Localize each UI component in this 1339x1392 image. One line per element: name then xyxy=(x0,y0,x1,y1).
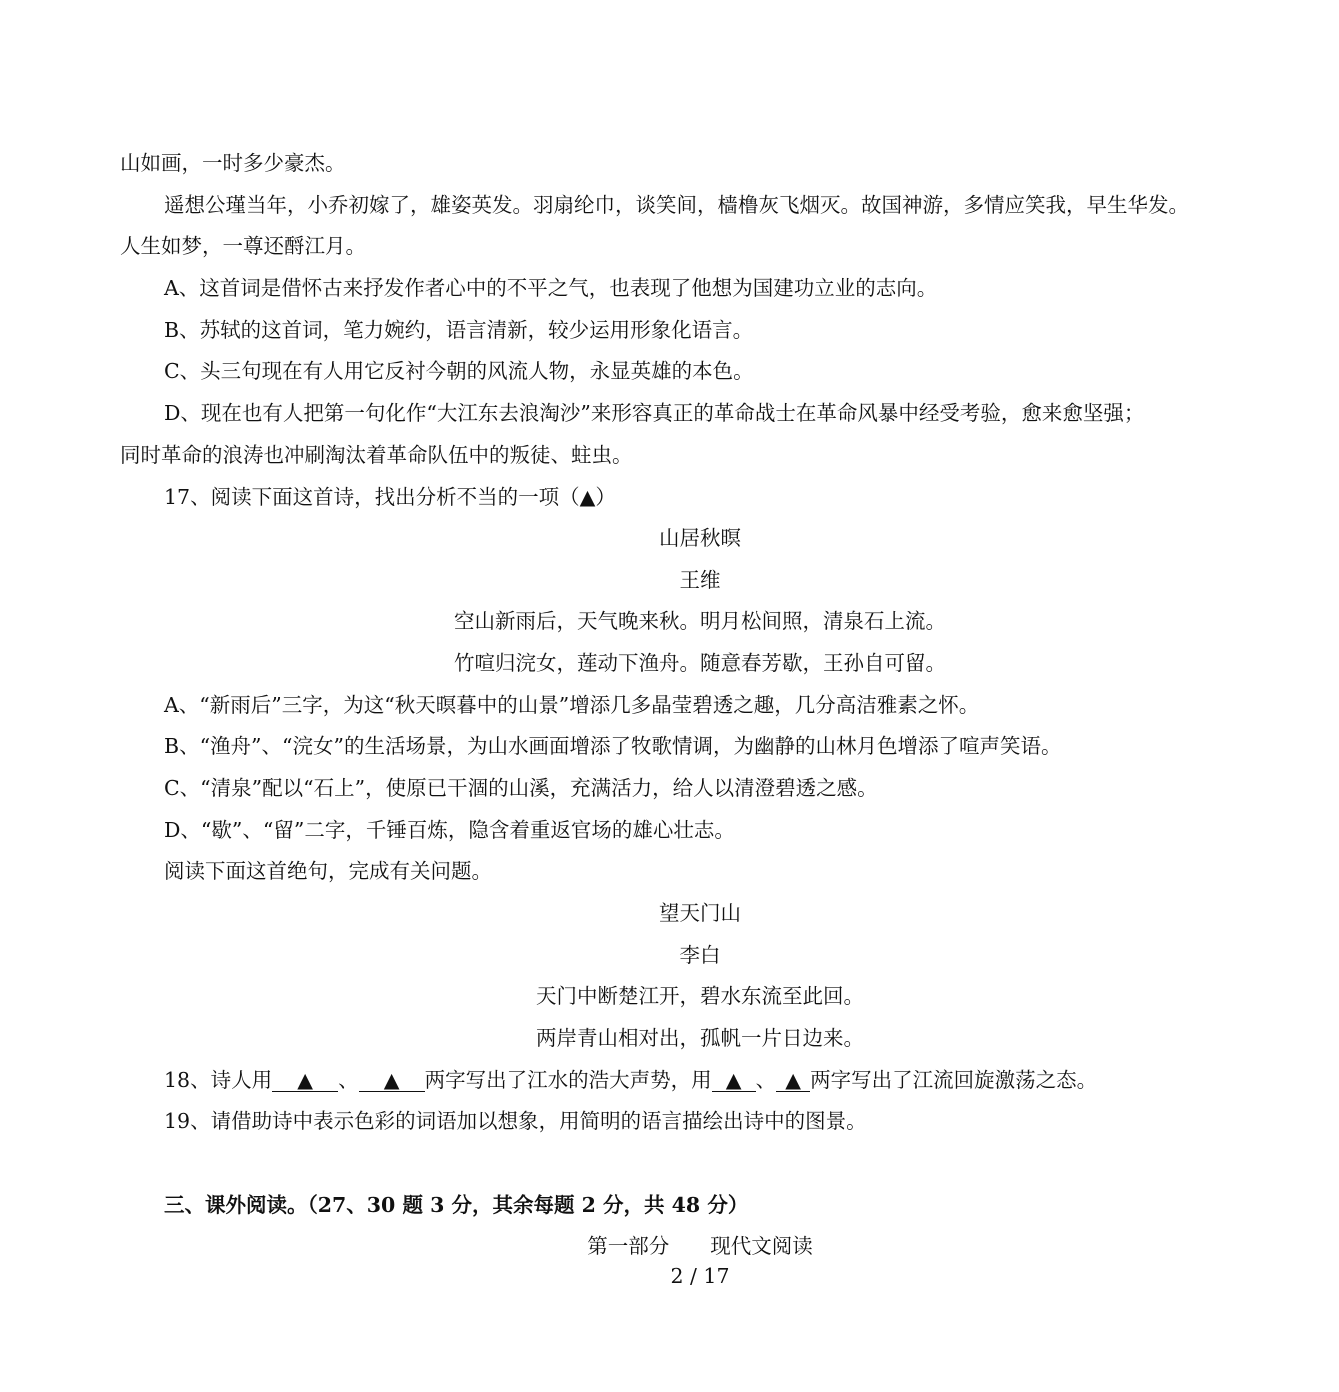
q18-separator-1: 、 xyxy=(338,1068,359,1092)
poem2-title: 望天门山 xyxy=(659,901,741,925)
poem2-intro: 阅读下面这首绝句，完成有关问题。 xyxy=(164,859,492,883)
q17-stem: 17、阅读下面这首诗，找出分析不当的一项（▲） xyxy=(164,485,616,509)
q18-blank-3[interactable]: ▲ xyxy=(712,1069,756,1092)
q18-part-1: 18、诗人用 xyxy=(164,1068,273,1092)
poem2-author: 李白 xyxy=(679,943,721,967)
poem2-line-2: 两岸青山相对出，孤帆一片日边来。 xyxy=(536,1026,864,1050)
q16-option-d-line-2: 同时革命的浪涛也冲刷淘汰着革命队伍中的叛徒、蛀虫。 xyxy=(120,443,633,467)
poem1-line-2: 遥想公瑾当年，小乔初嫁了，雄姿英发。羽扇纶巾，谈笑间，樯橹灰飞烟灭。故国神游，多情应笑我，早生华发。 xyxy=(164,193,1189,217)
page-number: 2 / 17 xyxy=(670,1264,730,1288)
q16-option-b: B、苏轼的这首词，笔力婉约，语言清新，较少运用形象化语言。 xyxy=(164,318,754,342)
q19-text: 19、请借助诗中表示色彩的词语加以想象，用简明的语言描绘出诗中的图景。 xyxy=(164,1109,867,1133)
section-3-part-label: 第一部分 现代文阅读 xyxy=(587,1234,813,1258)
q16-option-c: C、头三句现在有人用它反衬今朝的风流人物，永显英雄的本色。 xyxy=(164,359,754,383)
q18-separator-2: 、 xyxy=(755,1068,777,1092)
poem1-line-3: 人生如梦，一尊还酹江月。 xyxy=(120,234,366,258)
q17-poem-author: 王维 xyxy=(679,568,721,592)
q17-poem-line-2: 竹喧归浣女，莲动下渔舟。随意春芳歇，王孙自可留。 xyxy=(454,651,946,675)
q18-part-3: 两字写出了江流回旋激荡之态。 xyxy=(810,1068,1098,1092)
q17-poem-line-1: 空山新雨后，天气晚来秋。明月松间照，清泉石上流。 xyxy=(454,609,946,633)
q17-option-d: D、“歇”、“留”二字，千锤百炼，隐含着重返官场的雄心壮志。 xyxy=(164,818,735,842)
q18-line xyxy=(164,1067,1097,1093)
q18-blank-4[interactable]: ▲ xyxy=(776,1069,810,1092)
q18-part-2: 两字写出了江水的浩大声势，用 xyxy=(424,1068,712,1092)
q16-option-d-line-1: D、现在也有人把第一句化作“大江东去浪淘沙”来形容真正的革命战士在革命风暴中经受考验，愈来愈坚强； xyxy=(164,401,1145,425)
poem2-line-1: 天门中断楚江开，碧水东流至此回。 xyxy=(536,984,864,1008)
poem1-line-1: 山如画，一时多少豪杰。 xyxy=(120,151,346,175)
q18-blank-1[interactable]: ▲ xyxy=(272,1069,338,1092)
q17-option-a: A、“新雨后”三字，为这“秋天暝暮中的山景”增添几多晶莹碧透之趣，几分高洁雅素之怀。 xyxy=(164,693,980,717)
q16-option-a: A、这首词是借怀古来抒发作者心中的不平之气，也表现了他想为国建功立业的志向。 xyxy=(164,276,938,300)
q18-blank-2[interactable]: ▲ xyxy=(359,1069,425,1092)
section-3-heading: 三、课外阅读。（27、30 题 3 分，其余每题 2 分，共 48 分） xyxy=(164,1193,749,1217)
q17-option-c: C、“清泉”配以“石上”，使原已干涸的山溪，充满活力，给人以清澄碧透之感。 xyxy=(164,776,878,800)
q17-option-b: B、“渔舟”、“浣女”的生活场景，为山水画面增添了牧歌情调，为幽静的山林月色增添了喧声笑语。 xyxy=(164,734,1062,758)
q17-poem-title: 山居秋暝 xyxy=(659,526,741,550)
